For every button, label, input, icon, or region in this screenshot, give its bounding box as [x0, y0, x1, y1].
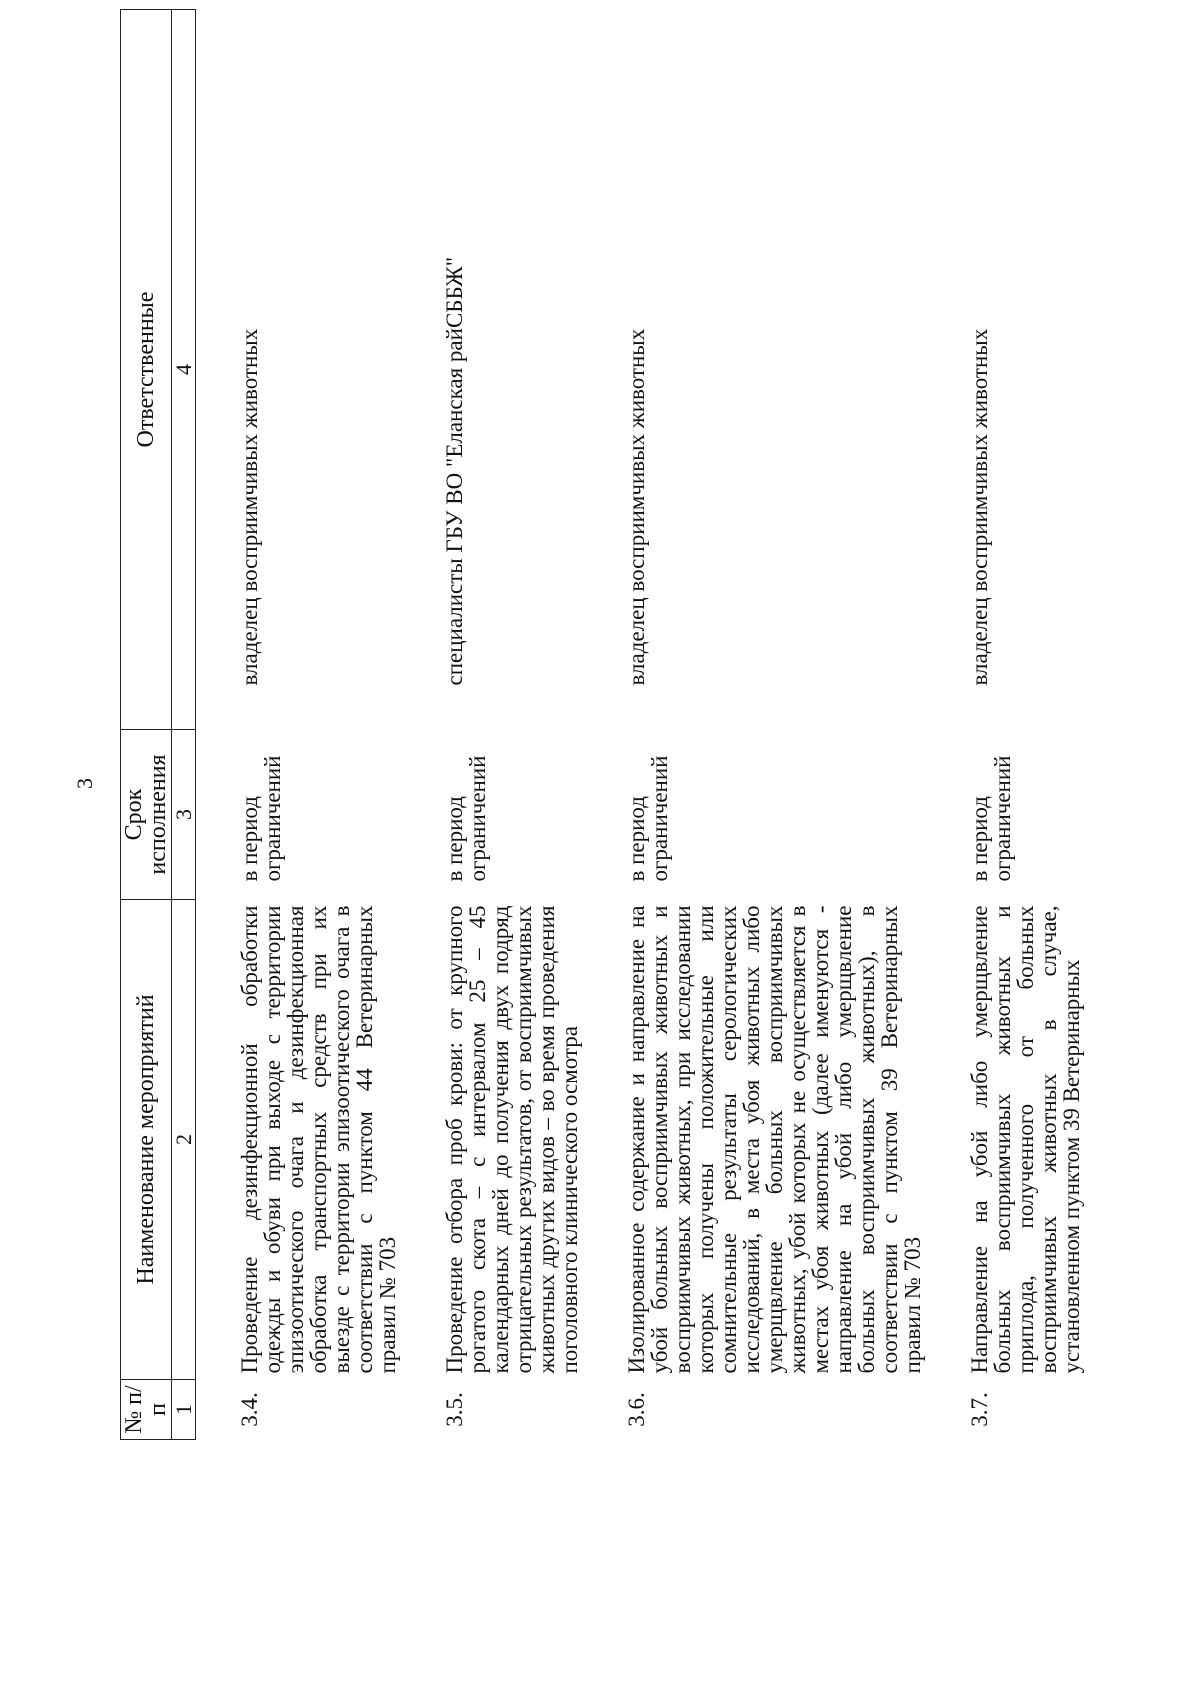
- row-number: 3.5.: [442, 1392, 468, 1427]
- row-responsible: владелец восприимчивых животных: [237, 328, 263, 686]
- column-number: 2: [172, 900, 196, 1380]
- term-line: ограничений: [260, 755, 286, 882]
- row-number: 3.4.: [237, 1392, 263, 1427]
- header-num: № п/п: [121, 1380, 172, 1440]
- responsible-text: специалисты ГБУ ВО "Еланская райСББЖ": [442, 256, 468, 686]
- term-line: ограничений: [465, 755, 491, 882]
- row-description: Изолированное содержание и направление на убой больных восприимчивых животных и восприимчивых животных, при исследовании которых получены положительные или сомнительные результаты серологических исследований, в места убоя животных либо умерщвление больных восприимчивых животных, убой которых не осуществляется в местах убоя животных (далее именуются - направление на убой либо умерщвление больных восприимчивых животных), в соответствии с пунктом 39 Ветеринарных правил № 703: [624, 905, 926, 1374]
- column-number-row: [172, 10, 196, 1440]
- measures-table: [120, 9, 1083, 1440]
- table-header-row: [121, 10, 172, 1440]
- row-number: 3.7.: [967, 1392, 993, 1427]
- table-row: [196, 10, 444, 1440]
- term-line: в период: [442, 796, 468, 882]
- table-row: [968, 10, 1083, 1440]
- row-responsible: владелец восприимчивых животных: [967, 328, 993, 686]
- row-term: [968, 730, 1083, 900]
- term-line: ограничений: [990, 755, 1016, 882]
- row-term: [625, 730, 968, 900]
- term-line: в период: [624, 796, 650, 882]
- row-description: Проведение отбора проб крови: от крупного рогатого скота – с интервалом 25 – 45 календарных дней до получения двух подряд отрицательных результатов, от восприимчивых животных других видов – во время проведения поголовного клинического осмотра: [442, 905, 583, 1374]
- header-term: Срок исполнения: [121, 730, 172, 900]
- column-number: 3: [172, 730, 196, 900]
- row-term: [443, 730, 625, 900]
- term-line: в период: [967, 796, 993, 882]
- table-row: [625, 10, 968, 1440]
- term-line: в период: [237, 796, 263, 882]
- table-row: [443, 10, 625, 1440]
- row-responsible: [443, 10, 625, 730]
- page-number: 3: [72, 778, 97, 789]
- header-responsible: Ответственные: [121, 10, 172, 730]
- row-description: Проведение дезинфекционной обработки одежды и обуви при выходе с территории эпизоотического очага и дезинфекционная обработка транспортных средств при их выезде с территории эпизоотического очага в соответствии с пунктом 44 Ветеринарных правил № 703: [237, 905, 401, 1374]
- row-description: Направление на убой либо умерщвление больных восприимчивых животных и приплода, полученного от больных восприимчивых животных в случае, установленном пунктом 39 Ветеринарных: [967, 905, 1085, 1374]
- header-name: Наименование мероприятий: [121, 900, 172, 1380]
- term-line: ограничений: [647, 755, 673, 882]
- row-term: [196, 730, 444, 900]
- column-number: 1: [172, 1380, 196, 1440]
- row-responsible: владелец восприимчивых животных: [624, 328, 650, 686]
- column-number: 4: [172, 10, 196, 730]
- row-number: 3.6.: [624, 1392, 650, 1427]
